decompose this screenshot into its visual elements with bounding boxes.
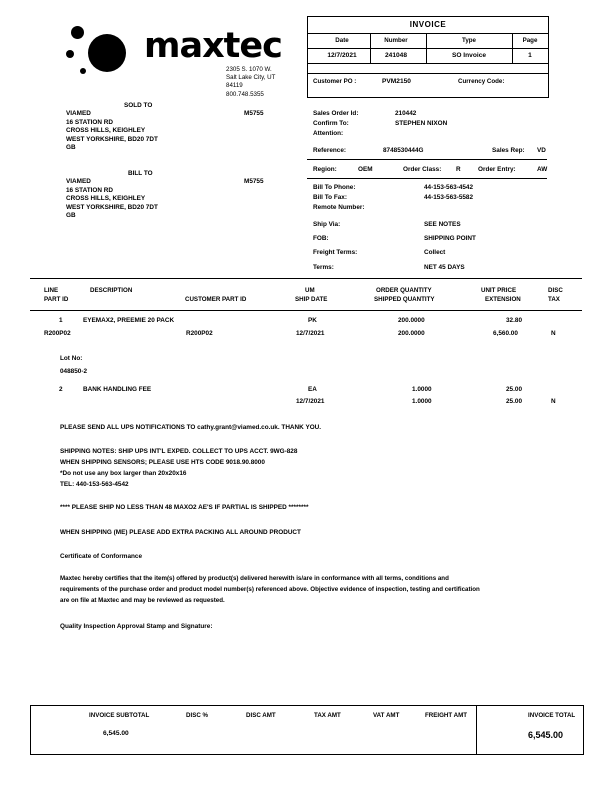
note-partial-ship: **** PLEASE SHIP NO LESS THAN 48 MAXO2 AE'S IF PARTIAL IS SHIPPED ******** <box>60 504 309 511</box>
address-line: WEST YORKSHIRE, BD20 7DT <box>66 135 158 143</box>
address-line: GB <box>66 212 76 220</box>
totals-box <box>30 705 584 755</box>
logo-address-line: 2305 S. 1070 W. <box>226 66 272 73</box>
customer-po-value: PVM2150 <box>382 78 411 85</box>
row-extension: 25.00 <box>506 398 522 405</box>
row-order-quantity: 200.0000 <box>398 317 425 324</box>
currency-code-label: Currency Code: <box>458 78 505 85</box>
address-line: CROSS HILLS, KEIGHLEY <box>66 195 146 203</box>
header-number-value: 241048 <box>384 52 407 59</box>
invoice-total-label: INVOICE TOTAL <box>528 712 576 719</box>
line-table-bottom-rule <box>30 310 582 311</box>
row-unit-price: 32.80 <box>506 317 522 324</box>
col-customer-part-id-header: CUSTOMER PART ID <box>185 296 247 303</box>
bill-to-account: M5755 <box>244 178 264 185</box>
bill-to-fax-label: Bill To Fax: <box>313 194 347 201</box>
row-part-id: R200P02 <box>44 330 71 337</box>
note-shipping-4: TEL: 440-153-563-4542 <box>60 481 129 488</box>
row-line: 1 <box>59 317 63 324</box>
conformance-title: Certificate of Conformance <box>60 553 143 560</box>
ship-via-value: SEE NOTES <box>424 221 461 228</box>
col-description-header: DESCRIPTION <box>90 287 133 294</box>
customer-po-row <box>308 73 548 90</box>
freight-terms-value: Collect <box>424 249 446 256</box>
fob-label: FOB: <box>313 235 329 242</box>
address-line: 16 STATION RD <box>66 186 113 194</box>
row-lot-value: 048850-2 <box>60 368 88 375</box>
row-ship-date: 12/7/2021 <box>296 398 325 405</box>
sold-to-label: SOLD TO <box>124 102 153 109</box>
col-order-quantity-header: ORDER QUANTITY <box>376 287 432 294</box>
freight-amt-label: FREIGHT AMT <box>425 712 468 719</box>
subtotal-label: INVOICE SUBTOTAL <box>89 712 150 719</box>
note-packing: WHEN SHIPPING (ME) PLEASE ADD EXTRA PACKING ALL AROUND PRODUCT <box>60 529 301 536</box>
row-customer-part-id: R200P02 <box>186 330 213 337</box>
col-disc-header: DISC <box>548 287 563 294</box>
tax-amt-label: TAX AMT <box>314 712 341 719</box>
sales-order-id-value: 210442 <box>395 110 417 117</box>
reference-value: 8748530444G <box>383 147 424 154</box>
confirm-to-label: Confirm To: <box>313 120 349 127</box>
row-line: 2 <box>59 386 63 393</box>
address-line: CROSS HILLS, KEIGHLEY <box>66 127 146 135</box>
header-type-value: SO Invoice <box>451 52 487 59</box>
row-description: BANK HANDLING FEE <box>83 386 152 393</box>
company-logo <box>66 16 291 98</box>
col-line-header: LINE <box>44 287 59 294</box>
region-value: OEM <box>358 166 373 173</box>
logo-address-line: Salt Lake City, UT 84119 <box>226 74 276 90</box>
sales-rep-label: Sales Rep: <box>492 147 525 154</box>
invoice-header-box <box>307 16 549 98</box>
col-unit-price-header: UNIT PRICE <box>481 287 517 294</box>
invoice-total-value: 6,545.00 <box>528 730 564 740</box>
col-ship-date-header: SHIP DATE <box>295 296 328 303</box>
logo-dots-icon <box>66 20 146 82</box>
reference-label: Reference: <box>313 147 347 154</box>
address-line: VIAMED <box>66 178 91 185</box>
fob-value: SHIPPING POINT <box>424 235 476 242</box>
address-line: GB <box>66 144 76 152</box>
bill-to-phone-label: Bill To Phone: <box>313 184 356 191</box>
invoice-title: INVOICE <box>308 17 548 34</box>
col-extension-header: EXTENSION <box>485 296 521 303</box>
invoice-header-values <box>308 48 548 64</box>
header-type-label: Type <box>462 37 476 44</box>
header-page-label: Page <box>522 37 538 44</box>
header-date-label: Date <box>335 37 349 44</box>
address-line: 16 STATION RD <box>66 118 113 126</box>
row-tax: N <box>551 398 556 405</box>
row-lot-label: Lot No: <box>60 355 83 362</box>
row-ship-date: 12/7/2021 <box>296 330 325 337</box>
col-part-id-header: PART ID <box>44 296 69 303</box>
logo-wordmark: maxtec <box>144 26 282 66</box>
logo-address-line: 800.748.5355 <box>226 90 264 98</box>
col-um-header: UM <box>305 287 315 294</box>
line-table-top-rule <box>30 278 582 279</box>
sold-to-address <box>66 110 158 153</box>
row-um: EA <box>308 386 317 393</box>
terms-label: Terms: <box>313 264 334 271</box>
address-line: VIAMED <box>66 110 91 117</box>
bill-to-label: BILL TO <box>128 170 153 177</box>
invoice-header-labels <box>308 33 548 49</box>
sales-order-id-label: Sales Order Id: <box>313 110 359 117</box>
note-shipping-1: SHIPPING NOTES: SHIP UPS INT'L EXPED. COLLECT TO UPS ACCT. 9WG-828 <box>60 448 298 455</box>
note-shipping-2: WHEN SHIPPING SENSORS; PLEASE USE HTS CODE 9018.90.8000 <box>60 459 265 466</box>
row-extension: 6,560.00 <box>493 330 518 337</box>
subtotal-value: 6,545.00 <box>103 730 129 737</box>
ship-via-label: Ship Via: <box>313 221 341 228</box>
col-tax-header: TAX <box>548 296 560 303</box>
logo-address <box>226 66 291 99</box>
terms-value: NET 45 DAYS <box>424 264 465 271</box>
note-ups: PLEASE SEND ALL UPS NOTIFICATIONS TO cathy.grant@viamed.co.uk. THANK YOU. <box>60 424 322 431</box>
header-number-label: Number <box>384 37 408 44</box>
customer-po-label: Customer PO : <box>313 78 357 85</box>
order-class-value: R <box>456 166 461 173</box>
order-entry-label: Order Entry: <box>478 166 516 173</box>
sales-rep-value: VD <box>537 147 546 154</box>
header-page-value: 1 <box>528 52 532 59</box>
address-line: WEST YORKSHIRE, BD20 7DT <box>66 203 158 211</box>
header-date-value: 12/7/2021 <box>327 52 357 59</box>
vat-amt-label: VAT AMT <box>373 712 400 719</box>
row-description: EYEMAX2, PREEMIE 20 PACK <box>83 317 175 324</box>
disc-amt-label: DISC AMT <box>246 712 276 719</box>
row-shipped-quantity: 200.0000 <box>398 330 425 337</box>
row-unit-price: 25.00 <box>506 386 522 393</box>
note-shipping-3: *Do not use any box larger than 20x20x16 <box>60 470 187 477</box>
attention-label: Attention: <box>313 130 344 137</box>
sold-to-account: M5755 <box>244 110 264 117</box>
conformance-body: Maxtec hereby certifies that the item(s) offered by product(s) delivered herewith is/are in conformance with all terms, conditions and requirements of the purchase order and product model number(s) referenced above. Objective evidence of inspection, testing and certification are on file at Maxtec and may be reviewed as requested. <box>60 575 480 604</box>
remote-number-label: Remote Number: <box>313 204 365 211</box>
confirm-to-value: STEPHEN NIXON <box>395 120 448 127</box>
quality-approval-line: Quality Inspection Approval Stamp and Signature: <box>60 623 213 630</box>
disc-pct-label: DISC % <box>186 712 209 719</box>
row-order-quantity: 1.0000 <box>412 386 432 393</box>
row-shipped-quantity: 1.0000 <box>412 398 432 405</box>
bill-to-phone-value: 44-153-563-4542 <box>424 184 474 191</box>
col-shipped-quantity-header: SHIPPED QUANTITY <box>374 296 435 303</box>
order-class-label: Order Class: <box>403 166 442 173</box>
bill-to-address <box>66 178 158 221</box>
freight-terms-label: Freight Terms: <box>313 249 358 256</box>
order-entry-value: AW <box>537 166 548 173</box>
bill-to-fax-value: 44-153-563-5582 <box>424 194 474 201</box>
region-label: Region: <box>313 166 337 173</box>
row-tax: N <box>551 330 556 337</box>
row-um: PK <box>308 317 317 324</box>
